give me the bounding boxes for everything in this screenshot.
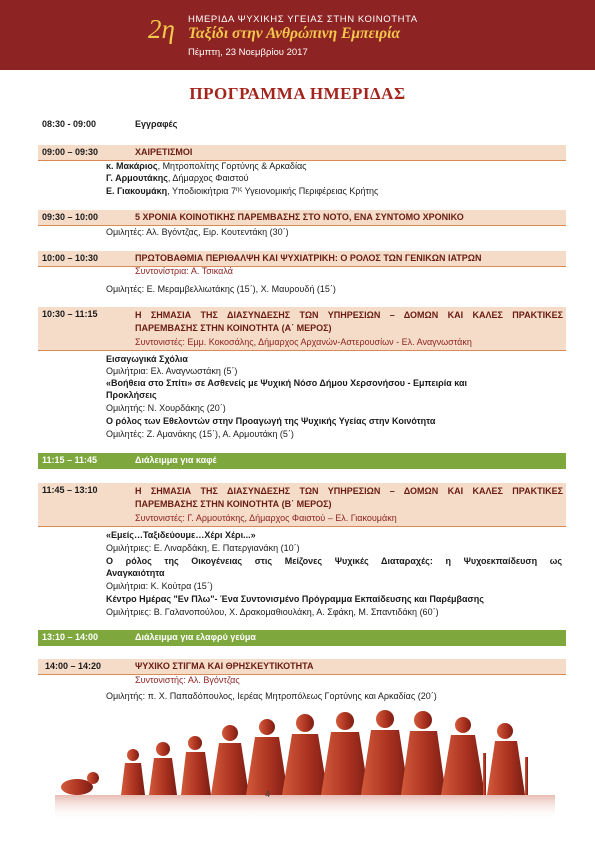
speaker-line: Γ. Αρμουτάκης, Δήμαρχος Φαιστού — [106, 173, 249, 183]
session-time: 09:30 – 10:00 — [42, 212, 99, 222]
life-journey-illustration — [55, 705, 555, 820]
session-community-intervention — [38, 210, 566, 226]
lunch-break — [38, 630, 566, 646]
session-title-line: ΠΑΡΕΜΒΑΣΗΣ ΣΤΗΝ ΚΟΙΝΟΤΗΤΑ (Α΄ ΜΕΡΟΣ) — [135, 323, 332, 333]
talk-speaker: Ομιλητής: Ν. Χουρδάκης (20΄) — [106, 403, 226, 413]
session-registration — [38, 117, 566, 133]
session-title: Διάλειμμα για ελαφρύ γεύμα — [135, 632, 256, 642]
session-title-line: Η ΣΗΜΑΣΙΑ ΤΗΣ ΔΙΑΣΥΝΔΕΣΗΣ ΤΩΝ ΥΠΗΡΕΣΙΩΝ – ΔΟΜΩΝ ΚΑΙ ΚΑΛΕΣ ΠΡΑΚΤΙΚΕΣ — [135, 310, 563, 320]
talk-title: Προκλήσεις — [106, 390, 157, 400]
speakers-line: Ομιλητές: Αλ. Βγόντζας, Ειρ. Κουτεντάκη (30΄) — [106, 227, 289, 237]
speaker-line: κ. Μακάριος, Μητροπολίτης Γορτύνης & Αρκαδίας — [106, 161, 307, 171]
talk-speaker: Ομιλήτριες: Β. Γαλανοπούλου, Χ. Δρακομαθιουλάκη, Α. Σφάκη, Μ. Σπαντιδάκη (60΄) — [106, 607, 439, 617]
session-stigma-religion — [38, 659, 566, 675]
session-greetings — [38, 145, 566, 161]
speakers-line: Ομιλητές: Ε. Μεραμβελλιωτάκης (15΄), Χ. Μαυρουδή (15΄) — [106, 284, 336, 294]
header-banner — [0, 0, 595, 70]
session-time: 10:00 – 10:30 — [42, 253, 99, 263]
session-title-line: Η ΣΗΜΑΣΙΑ ΤΗΣ ΔΙΑΣΥΝΔΕΣΗΣ ΤΩΝ ΥΠΗΡΕΣΙΩΝ – ΔΟΜΩΝ ΚΑΙ ΚΑΛΕΣ ΠΡΑΚΤΙΚΕΣ — [135, 486, 563, 496]
coffee-break — [38, 453, 566, 469]
talk-speaker: Ομιλήτρια: Ελ. Αναγνωστάκη (5΄) — [106, 366, 238, 376]
event-subtitle: Ταξίδι στην Ανθρώπινη Εμπειρία — [188, 25, 401, 42]
speakers-line: Ομιλητής: π. Χ. Παπαδόπουλος, Ιερέας Μητροπόλεως Γορτύνης και Αρκαδίας (20΄) — [106, 691, 437, 701]
talk-title: Αναγκαιότητα — [106, 568, 165, 578]
session-time: 11:45 – 13:10 — [42, 485, 98, 495]
session-time: 14:00 – 14:20 — [45, 661, 102, 671]
session-primary-care — [38, 251, 566, 267]
talk-title: Εισαγωγικά Σχόλια — [106, 354, 188, 364]
coordinator-line: Συντονιστές: Εμμ. Κοκοσάλης, Δήμαρχος Αρχανών-Αστερουσίων - Ελ. Αναγνωστάκη — [135, 337, 472, 347]
session-title: Εγγραφές — [135, 119, 178, 129]
session-title: ΠΡΩΤΟΒΑΘΜΙΑ ΠΕΡΙΘΑΛΨΗ ΚΑΙ ΨΥΧΙΑΤΡΙΚΗ: Ο ΡΟΛΟΣ ΤΩΝ ΓΕΝΙΚΩΝ ΙΑΤΡΩΝ — [135, 253, 482, 263]
session-title: Διάλειμμα για καφέ — [135, 455, 217, 465]
coordinator-line: Συντονίστρια: Α. Τσικαλά — [135, 266, 233, 276]
session-title: ΧΑΙΡΕΤΙΣΜΟΙ — [135, 147, 193, 157]
talk-title: Κέντρο Ημέρας "Εν Πλω"- Ένα Συντονισμένο Πρόγραμμα Εκπαίδευσης και Παρέμβασης — [106, 594, 484, 604]
event-name: ΗΜΕΡΙΔΑ ΨΥΧΙΚΗΣ ΥΓΕΙΑΣ ΣΤΗΝ ΚΟΙΝΟΤΗΤΑ — [188, 14, 418, 25]
page-number: 4 — [265, 789, 271, 799]
coordinator-line: Συντονιστής: Αλ. Βγόντζας — [135, 675, 240, 685]
session-time: 13:10 – 14:00 — [42, 632, 99, 642]
session-title: 5 ΧΡΟΝΙΑ ΚΟΙΝΟΤΙΚΗΣ ΠΑΡΕΜΒΑΣΗΣ ΣΤΟ ΝΟΤΟ, ΕΝΑ ΣΥΝΤΟΜΟ ΧΡΟΝΙΚΟ — [135, 212, 464, 222]
talk-speaker: Ομιλήτριες: Ε. Λιναρδάκη, Ε. Πατεργιανάκη (10΄) — [106, 543, 300, 553]
talk-speaker: Ομιλήτρια: Κ. Κούτρα (15΄) — [106, 581, 213, 591]
speaker-line: Ε. Γιακουμάκη, Υποδιοικήτρια $7^{\eta\varsigma}$ Υγειονομικής Περιφέρειας Κρήτης — [106, 186, 379, 196]
session-title-line: ΠΑΡΕΜΒΑΣΗΣ ΣΤΗΝ ΚΟΙΝΟΤΗΤΑ (Β΄ ΜΕΡΟΣ) — [135, 499, 332, 509]
talk-speaker: Ομιλητές: Ζ. Αμανάκης (15΄), Α. Αρμουτάκη (5΄) — [106, 429, 294, 439]
event-date: Πέμπτη, 23 Νοεμβρίου 2017 — [188, 47, 308, 58]
session-time: 10:30 – 11:15 — [42, 309, 98, 319]
talk-title: «Εμείς…Ταξιδεύουμε…Χέρι Χέρι...» — [106, 530, 256, 540]
session-time: 09:00 – 09:30 — [42, 147, 99, 157]
session-title: ΨΥΧΙΚΟ ΣΤΙΓΜΑ ΚΑΙ ΘΡΗΣΚΕΥΤΙΚΟΤΗΤΑ — [135, 661, 314, 671]
talk-title: Ο ρόλος της Οικογένειας στις Μείζονες Ψυχικές Διαταραχές: η Ψυχοεκπαίδευση ως — [106, 556, 562, 566]
talk-title: «Βοήθεια στο Σπίτι» σε Ασθενείς με Ψυχική Νόσο Δήμου Χερσονήσου - Εμπειρία και — [106, 378, 468, 388]
edition-number: 2η — [148, 14, 175, 44]
session-time: 08:30 - 09:00 — [42, 119, 97, 129]
coordinator-line: Συντονιστές: Γ. Αρμουτάκης, Δήμαρχος Φαιστού – Ελ. Γιακουμάκη — [135, 513, 397, 523]
session-time: 11:15 – 11:45 — [42, 455, 98, 465]
talk-title: Ο ρόλος των Εθελοντών στην Προαγωγή της Ψυχικής Υγείας στην Κοινότητα — [106, 416, 436, 426]
page-title: ΠΡΟΓΡΑΜΜΑ ΗΜΕΡΙΔΑΣ — [189, 84, 406, 103]
